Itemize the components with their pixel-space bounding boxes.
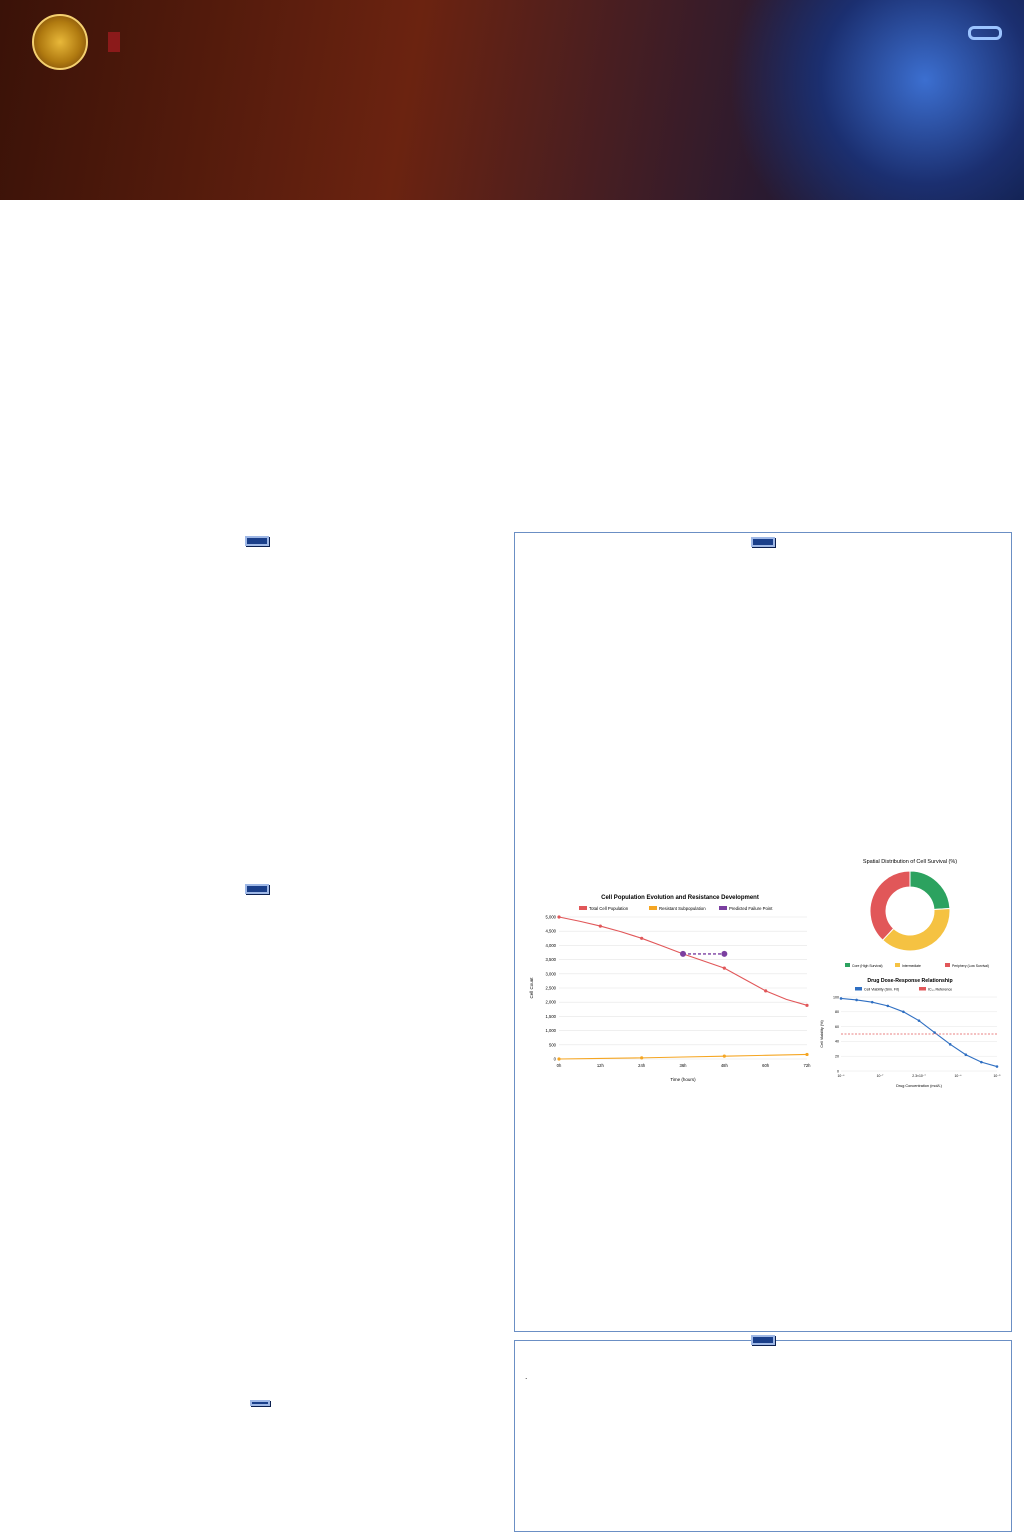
- series-line: [559, 917, 807, 1005]
- conclusion-heading: [751, 1335, 775, 1345]
- x-tick-label: 0h: [556, 1063, 562, 1068]
- y-tick-label: 2,500: [545, 985, 556, 991]
- y-tick-label: 3,000: [545, 971, 556, 977]
- data-point: [871, 1001, 874, 1004]
- y-tick-label: 5,000: [545, 914, 556, 920]
- data-point: [557, 1057, 560, 1060]
- conclusion-panel: [514, 1340, 1012, 1532]
- conference-banner: [0, 0, 1024, 200]
- x-tick-label: 10⁻⁵: [993, 1074, 1001, 1078]
- data-point: [965, 1053, 968, 1056]
- methods-heading: [245, 884, 269, 894]
- legend-swatch: [845, 963, 850, 967]
- legend-swatch: [649, 906, 657, 910]
- legend-label: Resistant Subpopulation: [659, 906, 706, 911]
- y-tick-label: 1,000: [545, 1028, 556, 1034]
- legend-swatch: [855, 987, 862, 991]
- x-tick-label: 10⁻⁶: [954, 1074, 962, 1078]
- data-point: [933, 1031, 936, 1034]
- data-point: [840, 997, 843, 1000]
- legend-swatch: [719, 906, 727, 910]
- rmutp-logo: [108, 32, 120, 52]
- data-point: [805, 1004, 808, 1007]
- y-tick-label: 4,000: [545, 942, 556, 948]
- legend-label: Total Cell Population: [589, 906, 629, 911]
- y-tick-label: 80: [835, 1010, 839, 1015]
- x-tick-label: 2.3×10⁻⁷: [912, 1074, 926, 1078]
- data-point: [996, 1065, 999, 1068]
- legend-swatch: [579, 906, 587, 910]
- ai-badge: [968, 26, 1002, 40]
- y-tick-label: 2,000: [545, 999, 556, 1005]
- data-point: [980, 1061, 983, 1064]
- y-tick-label: 0: [553, 1056, 556, 1062]
- introduction-heading: [245, 536, 269, 546]
- y-tick-label: 60: [835, 1024, 839, 1029]
- x-tick-label: 72h: [803, 1063, 811, 1068]
- y-tick-label: 500: [549, 1042, 556, 1048]
- data-point: [723, 967, 726, 970]
- data-point: [918, 1019, 921, 1022]
- data-point: [599, 924, 602, 927]
- logo-group: [32, 14, 120, 70]
- legend-label: Predicted Failure Point: [729, 906, 773, 911]
- x-tick-label: 36h: [679, 1063, 687, 1068]
- introduction-panel: [12, 532, 502, 872]
- x-axis-label: Drug Concentration (mol/L): [896, 1084, 942, 1088]
- series-line: [559, 1054, 807, 1059]
- dose-response-chart: [815, 975, 1005, 1091]
- x-tick-label: 48h: [720, 1063, 728, 1068]
- data-point: [723, 1055, 726, 1058]
- achievement-item: .: [525, 1371, 528, 1381]
- pie-slice: [910, 871, 950, 909]
- cell-population-chart: [523, 889, 817, 1089]
- x-tick-label: 24h: [638, 1063, 646, 1068]
- data-point: [557, 915, 560, 918]
- y-tick-label: 20: [835, 1054, 839, 1059]
- x-tick-label: 10⁻⁸: [837, 1074, 845, 1078]
- data-point: [764, 989, 767, 992]
- data-point: [902, 1011, 905, 1014]
- x-axis-label: Time (hours): [670, 1077, 696, 1082]
- chart-title: Cell Population Evolution and Resistance Development: [601, 895, 759, 901]
- y-tick-label: 40: [835, 1039, 839, 1044]
- university-seal-icon: [32, 14, 88, 70]
- legend-label: Intermediate: [902, 964, 921, 968]
- legend-label: Core (High Survival): [852, 964, 883, 968]
- y-tick-label: 100: [833, 995, 839, 1000]
- data-point: [721, 951, 727, 957]
- chart-title: Spatial Distribution of Cell Survival (%): [862, 859, 958, 865]
- x-tick-label: 12h: [596, 1063, 604, 1068]
- conclusion-body: [525, 1371, 1005, 1382]
- legend-label: IC₅₀ Reference: [928, 987, 953, 992]
- legend-label: Cell Viability (Sim. Fit): [864, 987, 900, 992]
- legend-swatch: [895, 963, 900, 967]
- data-point: [887, 1005, 890, 1008]
- y-axis-label: Cell Viability (%): [820, 1020, 824, 1048]
- methods-panel: [12, 880, 502, 1400]
- y-tick-label: 4,500: [545, 928, 556, 934]
- x-tick-label: 10⁻⁷: [876, 1074, 884, 1078]
- results-heading: [751, 537, 775, 547]
- data-point: [855, 999, 858, 1002]
- data-point: [805, 1053, 808, 1056]
- references-heading: [250, 1400, 270, 1406]
- y-tick-label: 0: [837, 1069, 839, 1074]
- legend-swatch: [945, 963, 950, 967]
- data-point: [680, 951, 686, 957]
- pie-slice: [870, 871, 910, 940]
- references-panel: [12, 1406, 508, 1532]
- results-panel: [514, 532, 1012, 1332]
- data-point: [640, 1056, 643, 1059]
- y-tick-label: 3,500: [545, 957, 556, 963]
- legend-label: Periphery (Low Survival): [952, 964, 989, 968]
- y-axis-label: Cell Count: [529, 977, 534, 999]
- data-point: [949, 1043, 952, 1046]
- y-tick-label: 1,500: [545, 1013, 556, 1019]
- data-point: [640, 937, 643, 940]
- chart-title: Drug Dose-Response Relationship: [867, 978, 953, 984]
- x-tick-label: 60h: [762, 1063, 770, 1068]
- legend-swatch: [919, 987, 926, 991]
- survival-pie-chart: [815, 855, 1005, 975]
